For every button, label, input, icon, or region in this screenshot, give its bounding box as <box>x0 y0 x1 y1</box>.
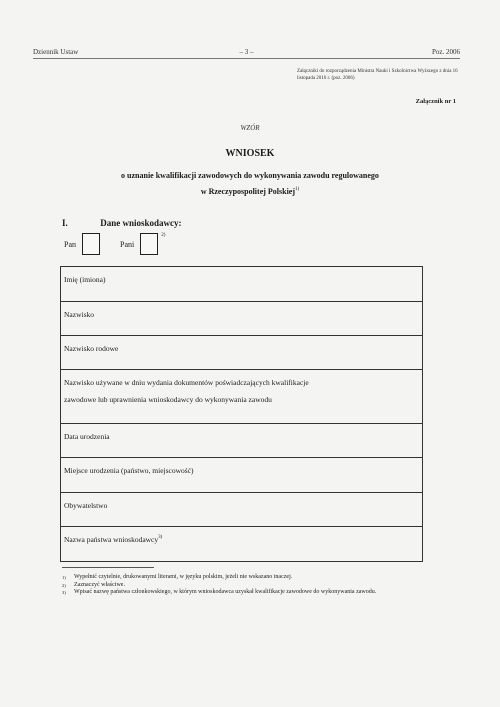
footnote-text: Wpisać nazwę państwa członkowskiego, w którym wnioskodawca uzyskał kwalifikacje zawodowe do wykonywania zawodu. <box>74 589 377 595</box>
choice-pan-label: Pan <box>64 239 76 249</box>
subtitle-footnote-ref: 1) <box>295 187 300 192</box>
choice-footnote-ref: 2) <box>161 232 166 238</box>
section-label: Dane wnioskodawcy: <box>100 218 182 228</box>
field-imie-label: Imię (imiona) <box>64 275 106 284</box>
annex-note: Załączniki do rozporządzenia Ministra Nauki i Szkolnictwa Wyższego z dnia 16 listopada 2016 r. (poz. 2006) <box>297 69 458 81</box>
footnote-2 <box>62 582 442 590</box>
field-imie[interactable] <box>61 267 422 302</box>
field-nazwisko-uzywane-label-2: zawodowe lub uprawnienia wnioskodawcy do wykonywania zawodu <box>64 395 272 404</box>
footnote-mark: 1) <box>62 575 66 580</box>
field-obywatelstwo-label: Obywatelstwo <box>64 501 108 510</box>
section-heading <box>62 218 182 228</box>
footnote-1 <box>62 574 442 582</box>
field-data-urodzenia-label: Data urodzenia <box>64 432 110 441</box>
field-nazwisko-uzywane-label-1: Nazwisko używane w dniu wydania dokumentów poświadczających kwalifikacje <box>64 378 309 387</box>
field-nazwisko-label: Nazwisko <box>64 310 94 319</box>
header-page-number: – 3 – <box>239 48 254 56</box>
template-label: WZÓR <box>240 124 260 132</box>
footnote-text: Zaznaczyć właściwe. <box>74 581 125 588</box>
pan-checkbox[interactable] <box>82 233 100 255</box>
document-subtitle <box>60 168 440 200</box>
nazwa-panstwa-footnote-ref: 3) <box>158 535 163 540</box>
footnote-mark: 2) <box>62 582 66 588</box>
field-nazwa-panstwa[interactable] <box>61 527 422 561</box>
field-miejsce-urodzenia[interactable] <box>61 458 422 493</box>
document-title: WNIOSEK <box>225 148 275 159</box>
field-obywatelstwo[interactable] <box>61 493 422 527</box>
subtitle-line-1: o uznanie kwalifikacji zawodowych do wykonywania zawodu regulowanego <box>121 171 379 180</box>
footnotes <box>62 574 442 597</box>
field-nazwisko[interactable] <box>61 302 422 336</box>
header-journal: Dziennik Ustaw <box>33 48 79 56</box>
field-nazwa-panstwa-label: Nazwa państwa wnioskodawcy$^{3)}$ <box>64 535 163 544</box>
subtitle-line-2: w Rzeczypospolitej Polskiej$^{1)}$ <box>200 187 300 196</box>
field-miejsce-urodzenia-label: Miejsce urodzenia (państwo, miejscowość) <box>64 466 194 475</box>
applicant-data-table <box>60 266 423 562</box>
header-position: Poz. 2006 <box>432 48 460 56</box>
section-number: I. <box>62 218 68 228</box>
annex-number: Załącznik nr 1 <box>415 98 456 105</box>
salutation-choices <box>64 233 185 255</box>
pani-checkbox[interactable] <box>140 233 158 255</box>
field-nazwisko-rodowe[interactable] <box>61 336 422 370</box>
page-header <box>33 48 460 59</box>
field-nazwisko-rodowe-label: Nazwisko rodowe <box>64 344 119 353</box>
footnote-text: Wypełnić czytelnie, drukowanymi literami, w języku polskim, jeżeli nie wskazano inaczej. <box>74 574 293 580</box>
footnote-separator <box>62 567 154 568</box>
footnote-mark: 3) <box>62 590 66 595</box>
field-nazwisko-uzywane[interactable] <box>61 370 422 424</box>
choice-pan <box>64 233 100 255</box>
footnote-3 <box>62 589 442 597</box>
choice-pani-label: Pani <box>120 239 135 249</box>
field-data-urodzenia[interactable] <box>61 424 422 458</box>
choice-pani <box>120 233 165 255</box>
